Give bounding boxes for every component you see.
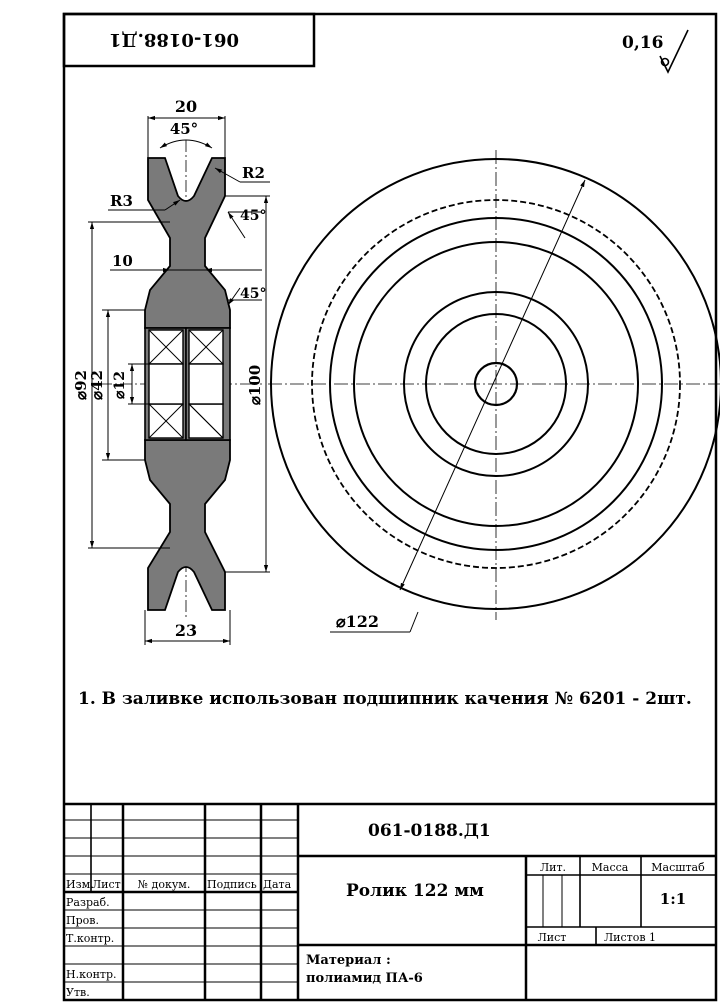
col-list: Лист: [92, 878, 121, 891]
roughness-value: 0,16: [622, 33, 664, 53]
scale-value: 1:1: [659, 890, 687, 908]
bearing-left: [145, 328, 186, 440]
row-prov: Пров.: [66, 914, 99, 927]
section-view: [72, 97, 270, 645]
sheet-label: Лист: [537, 931, 567, 944]
section-lower: [145, 440, 230, 610]
sheets-count: Листов 1: [603, 931, 657, 944]
mass-label: Масса: [591, 861, 629, 874]
col-doc: № докум.: [137, 878, 191, 891]
dim-radius-r3: R3: [110, 192, 133, 210]
dim-dia-92: ⌀92: [72, 370, 90, 400]
lit-label: Лит.: [539, 861, 567, 874]
col-izm: Изм.: [66, 878, 94, 891]
title-block: [64, 804, 716, 1000]
material-value: полиамид ПА-6: [306, 971, 423, 986]
dim-width-top: 20: [174, 97, 198, 116]
dim-web-width: 10: [112, 252, 133, 270]
dim-dia-42: ⌀42: [88, 370, 106, 400]
scale-label: Масштаб: [651, 861, 705, 874]
part-name: Ролик 122 мм: [346, 881, 484, 901]
dim-chamfer-lower: 45°: [240, 286, 267, 302]
dim-radius-r2: R2: [242, 164, 265, 182]
row-nkontr: Н.контр.: [66, 968, 117, 981]
dim-groove-angle: 45°: [169, 120, 199, 138]
dim-dia-100: ⌀100: [246, 364, 264, 406]
row-utv: Утв.: [66, 986, 90, 999]
technical-note: 1. В заливке использован подшипник качения № 6201 - 2шт.: [78, 689, 692, 709]
designation: 061-0188.Д1: [368, 821, 491, 841]
bearing-right: [186, 328, 230, 440]
top-stamp-text: 061-0188.Д1: [109, 29, 239, 50]
dim-dia-122: ⌀122: [336, 612, 380, 631]
front-view: [268, 150, 720, 632]
col-sign: Подпись: [207, 878, 257, 891]
section-upper: [145, 158, 230, 328]
col-date: Дата: [263, 878, 292, 891]
roughness-symbol: [622, 30, 688, 72]
top-stamp: [64, 14, 314, 66]
dim-width-bottom: 23: [174, 621, 198, 640]
row-tkontr: Т.контр.: [66, 932, 115, 945]
material-label: Материал :: [306, 953, 391, 968]
dim-dia-12: ⌀12: [112, 371, 128, 399]
row-razrab: Разраб.: [66, 896, 110, 909]
dim-chamfer-upper: 45°: [240, 208, 267, 224]
